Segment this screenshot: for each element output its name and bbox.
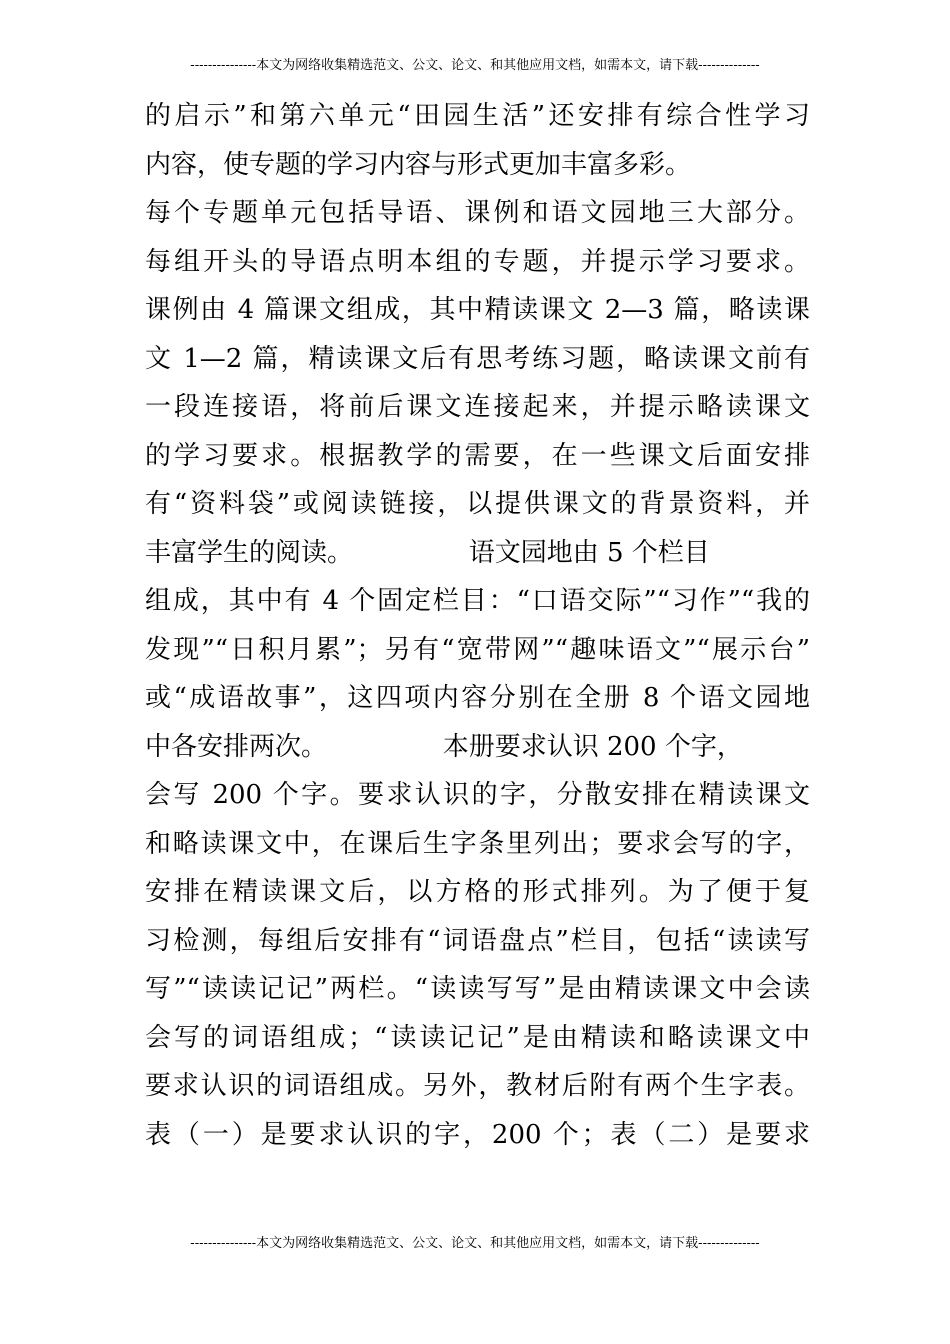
text-line: 会写 200 个字。要求认识的字，分散安排在精读课文 xyxy=(145,780,810,810)
text-line: 中各安排两次。 本册要求认识 200 个字， xyxy=(145,731,743,762)
header-note: ---------------本文为网络收集精选范文、公文、论文、和其他应用文档，如需本文，请下载-------------- xyxy=(190,58,760,73)
text-line: 要求认识的词语组成。另外，教材后附有两个生字表。 xyxy=(145,1071,810,1101)
text-line: 表（一）是要求认识的字，200 个；表（二）是要求 xyxy=(145,1119,810,1150)
text-line: 一段连接语，将前后课文连接起来，并提示略读课文 xyxy=(145,392,810,422)
text-line: 每个专题单元包括导语、课例和语文园地三大部分。 xyxy=(145,198,810,228)
text-line: 写”“读读记记”两栏。“读读写写”是由精读课文中会读 xyxy=(145,974,810,1004)
text-line: 组成，其中有 4 个固定栏目：“口语交际”“习作”“我的 xyxy=(145,586,810,616)
text-line: 课例由 4 篇课文组成，其中精读课文 2—3 篇，略读课 xyxy=(145,295,810,325)
text-line: 有“资料袋”或阅读链接，以提供课文的背景资料，并 xyxy=(145,489,810,519)
text-line: 发现”“日积月累”；另有“宽带网”“趣味语文”“展示台” xyxy=(145,634,810,665)
text-line: 会写的词语组成；“读读记记”是由精读和略读课文中 xyxy=(145,1022,810,1053)
body-text xyxy=(145,96,810,1163)
text-line: 的学习要求。根据教学的需要，在一些课文后面安排 xyxy=(145,440,810,471)
text-line: 的启示”和第六单元“田园生活”还安排有综合性学习 xyxy=(145,101,810,131)
text-line: 和略读课文中，在课后生字条里列出；要求会写的字， xyxy=(145,828,810,859)
text-line: 安排在精读课文后，以方格的形式排列。为了便于复 xyxy=(145,877,810,907)
footer-note: ---------------本文为网络收集精选范文、公文、论文、和其他应用文档，如需本文，请下载-------------- xyxy=(190,1236,760,1251)
text-line: 内容，使专题的学习内容与形式更加丰富多彩。 xyxy=(145,149,692,180)
text-line: 每组开头的导语点明本组的专题，并提示学习要求。 xyxy=(145,246,810,277)
text-line: 习检测，每组后安排有“词语盘点”栏目，包括“读读写 xyxy=(145,925,810,956)
text-line: 丰富学生的阅读。 语文园地由 5 个栏目 xyxy=(145,537,710,568)
text-line: 或“成语故事”，这四项内容分别在全册 8 个语文园地 xyxy=(145,683,810,713)
text-line: 文 1—2 篇，精读课文后有思考练习题，略读课文前有 xyxy=(145,343,810,374)
